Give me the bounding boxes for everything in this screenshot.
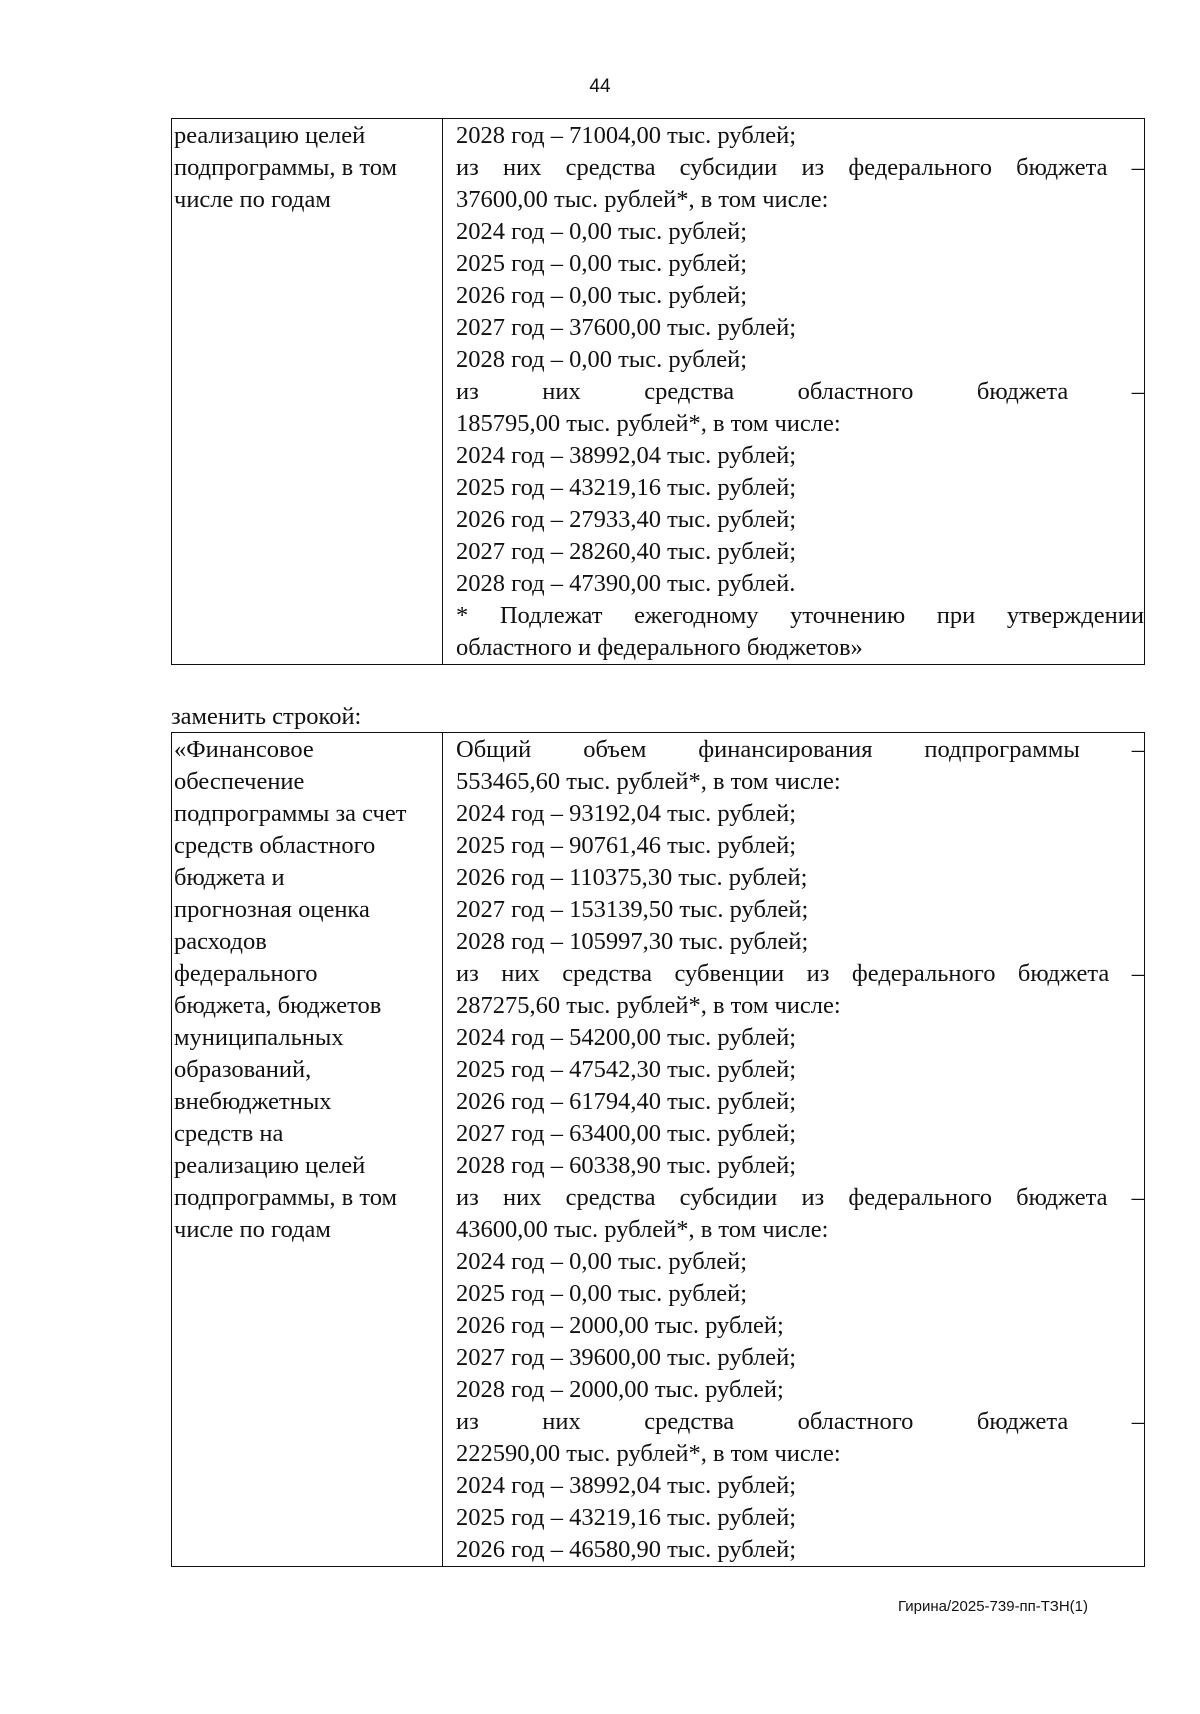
label-line: подпрограммы, в том [174, 154, 397, 181]
value-line: 2028 год – 71004,00 тыс. рублей; [456, 122, 797, 149]
value-line-justified [456, 376, 1144, 408]
value-line: 2027 год – 28260,40 тыс. рублей; [456, 538, 797, 565]
word: уточнению [790, 602, 906, 629]
value-line: 2026 год – 2000,00 тыс. рублей; [456, 1312, 784, 1339]
word: из [456, 1184, 479, 1211]
value-line-justified [456, 1182, 1144, 1214]
value-line: 222590,00 тыс. рублей*, в том числе: [456, 1440, 841, 1467]
word: субсидии [679, 154, 778, 181]
label-line: подпрограммы за счет [174, 800, 407, 827]
label-line: числе по годам [174, 186, 331, 213]
word: – [1131, 378, 1144, 405]
value-line-justified [456, 958, 1144, 990]
table-row [172, 119, 1145, 665]
table-row [172, 733, 1145, 1567]
value-line: 2027 год – 37600,00 тыс. рублей; [456, 314, 797, 341]
label-line: федерального [174, 960, 318, 987]
word: ежегодному [634, 602, 759, 629]
word: * [456, 602, 469, 629]
label-line: внебюджетных [174, 1088, 332, 1115]
value-line: 2025 год – 43219,16 тыс. рублей; [456, 1504, 797, 1531]
value-line: 2026 год – 110375,30 тыс. рублей; [456, 864, 808, 891]
word: Подлежат [499, 602, 603, 629]
value-line: 43600,00 тыс. рублей*, в том числе: [456, 1216, 829, 1243]
value-line: 2024 год – 38992,04 тыс. рублей; [456, 442, 797, 469]
word: них [502, 1184, 542, 1211]
word: при [936, 602, 976, 629]
word: – [1131, 154, 1144, 181]
label-line: прогнозная оценка [174, 896, 370, 923]
value-line: 2025 год – 0,00 тыс. рублей; [456, 1280, 748, 1307]
word: бюджета [1017, 960, 1110, 987]
word: субсидии [679, 1184, 778, 1211]
value-line: 2028 год – 2000,00 тыс. рублей; [456, 1376, 784, 1403]
value-line: 2025 год – 90761,46 тыс. рублей; [456, 832, 797, 859]
label-line: реализацию целей [174, 122, 366, 149]
word: них [501, 960, 540, 987]
label-line: подпрограммы, в том [174, 1184, 397, 1211]
label-line: средств на [174, 1120, 284, 1147]
value-line: 287275,60 тыс. рублей*, в том числе: [456, 992, 841, 1019]
word: них [542, 378, 581, 405]
value-line-justified [456, 152, 1144, 184]
value-line: 2026 год – 46580,90 тыс. рублей; [456, 1536, 797, 1563]
row-value-cell [443, 119, 1145, 665]
value-line-justified [456, 1406, 1144, 1438]
row-label-cell [172, 119, 443, 665]
label-line: бюджета и [174, 864, 285, 891]
value-line-justified [456, 600, 1144, 632]
word: из [801, 154, 825, 181]
label-line: средств областного [174, 832, 376, 859]
value-line: 2026 год – 27933,40 тыс. рублей; [456, 506, 797, 533]
word: федерального [851, 960, 996, 987]
word: из [456, 378, 479, 405]
value-line: 2026 год – 61794,40 тыс. рублей; [456, 1088, 797, 1115]
funding-table-old [171, 118, 1145, 665]
value-line: 2028 год – 0,00 тыс. рублей; [456, 346, 748, 373]
word: утверждении [1006, 602, 1144, 629]
document-code: Гирина/2025-739-пп-ТЗН(1) [898, 1598, 1089, 1615]
word: федерального [848, 1184, 992, 1211]
word: средства [565, 154, 656, 181]
word: объем [583, 736, 647, 763]
word: бюджета [976, 378, 1069, 405]
word: из [456, 960, 479, 987]
value-line: 2027 год – 153139,50 тыс. рублей; [456, 896, 809, 923]
word: средства [565, 1184, 656, 1211]
label-line: муниципальных [174, 1024, 344, 1051]
word: них [542, 1408, 581, 1435]
word: средства [644, 378, 735, 405]
value-line: областного и федерального бюджетов» [456, 634, 863, 661]
word: федерального [848, 154, 992, 181]
row-value-cell [443, 733, 1145, 1567]
label-line: бюджета, бюджетов [174, 992, 382, 1019]
value-line: 2024 год – 0,00 тыс. рублей; [456, 1248, 748, 1275]
word: областного [797, 1408, 914, 1435]
word: них [502, 154, 542, 181]
word: – [1131, 736, 1144, 763]
word: финансирования [698, 736, 873, 763]
value-line: 2026 год – 0,00 тыс. рублей; [456, 282, 748, 309]
funding-table-new [171, 732, 1145, 1567]
value-line: 2028 год – 47390,00 тыс. рублей. [456, 570, 796, 597]
word: из [806, 960, 830, 987]
value-line: 2024 год – 54200,00 тыс. рублей; [456, 1024, 797, 1051]
word: подпрограммы [924, 736, 1080, 763]
row-label-cell [172, 733, 443, 1567]
value-line: 185795,00 тыс. рублей*, в том числе: [456, 410, 841, 437]
value-line: 2025 год – 43219,16 тыс. рублей; [456, 474, 797, 501]
word: бюджета [1016, 154, 1108, 181]
value-line: 2028 год – 105997,30 тыс. рублей; [456, 928, 809, 955]
value-line: 2024 год – 0,00 тыс. рублей; [456, 218, 748, 245]
word: средства [562, 960, 653, 987]
word: – [1131, 960, 1144, 987]
value-line: 2024 год – 93192,04 тыс. рублей; [456, 800, 797, 827]
word: – [1131, 1184, 1144, 1211]
label-line: обеспечение [174, 768, 305, 795]
page-number: 44 [589, 76, 611, 97]
word: Общий [456, 736, 532, 763]
value-line: 2027 год – 63400,00 тыс. рублей; [456, 1120, 797, 1147]
value-line: 2025 год – 0,00 тыс. рублей; [456, 250, 748, 277]
label-line: реализацию целей [174, 1152, 366, 1179]
word: из [456, 1408, 479, 1435]
word: областного [797, 378, 914, 405]
word: из [801, 1184, 825, 1211]
replace-caption: заменить строкой: [171, 703, 362, 730]
label-line: «Финансовое [174, 736, 314, 763]
label-line: числе по годам [174, 1216, 331, 1243]
value-line: 2024 год – 38992,04 тыс. рублей; [456, 1472, 797, 1499]
value-line: 2028 год – 60338,90 тыс. рублей; [456, 1152, 797, 1179]
word: средства [644, 1408, 735, 1435]
label-line: расходов [174, 928, 267, 955]
value-line-justified [456, 734, 1144, 766]
word: бюджета [1016, 1184, 1108, 1211]
value-line: 2027 год – 39600,00 тыс. рублей; [456, 1344, 797, 1371]
word: субвенции [674, 960, 785, 987]
value-line: 553465,60 тыс. рублей*, в том числе: [456, 768, 841, 795]
word: из [456, 154, 479, 181]
value-line: 37600,00 тыс. рублей*, в том числе: [456, 186, 829, 213]
value-line: 2025 год – 47542,30 тыс. рублей; [456, 1056, 797, 1083]
word: бюджета [976, 1408, 1069, 1435]
word: – [1131, 1408, 1144, 1435]
label-line: образований, [174, 1056, 312, 1083]
